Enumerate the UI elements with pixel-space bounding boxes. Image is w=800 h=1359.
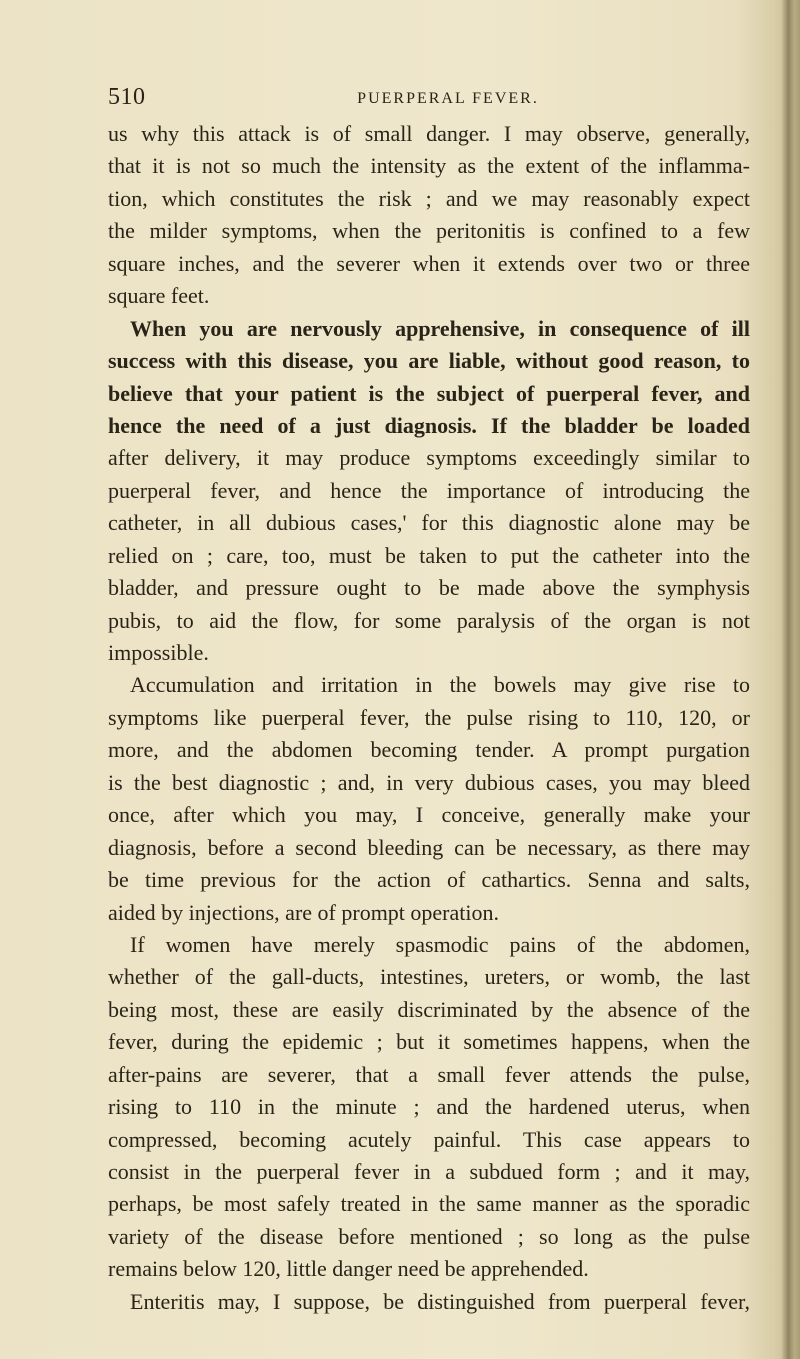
text-line: Enteritis may, I suppose, be distinguished from puerperal fever, bbox=[130, 1288, 750, 1314]
text-line: Accumulation and irritation in the bowels may give rise to bbox=[130, 672, 750, 698]
text-line: rising to 110 in the minute ; and the hardened uterus, when bbox=[108, 1094, 750, 1120]
text-line: If women have merely spasmodic pains of the abdomen, bbox=[130, 931, 750, 957]
body-text bbox=[108, 118, 750, 1318]
text-line: variety of the disease before mentioned ; so long as the pulse bbox=[108, 1223, 750, 1249]
text-line: after-pains are severer, that a small fever attends the pulse, bbox=[108, 1061, 750, 1087]
text-line: compressed, becoming acutely painful. This case appears to bbox=[108, 1126, 750, 1152]
text-line: is the best diagnostic ; and, in very dubious cases, you may bleed bbox=[108, 769, 750, 795]
text-line: relied on ; care, too, must be taken to put the catheter into the bbox=[108, 542, 750, 568]
running-head: PUERPERAL FEVER. bbox=[357, 90, 539, 107]
text-line: more, and the abdomen becoming tender. A prompt purgation bbox=[108, 737, 750, 763]
text-line: catheter, in all dubious cases,' for this diagnostic alone may be bbox=[108, 510, 750, 536]
text-line: consist in the puerperal fever in a subdued form ; and it may, bbox=[108, 1159, 750, 1184]
text-line: whether of the gall-ducts, intestines, ureters, or womb, the last bbox=[108, 964, 750, 990]
text-line: pubis, to aid the flow, for some paralysis of the organ is not bbox=[108, 607, 750, 633]
text-line: square inches, and the severer when it extends over two or three bbox=[108, 250, 750, 276]
text-line: bladder, and pressure ought to be made above the symphysis bbox=[108, 575, 750, 601]
text-line: after delivery, it may produce symptoms exceedingly similar to bbox=[108, 445, 750, 471]
text-line: hence the need of a just diagnosis. If the bladder be loaded bbox=[108, 412, 750, 438]
text-line: When you are nervously apprehensive, in consequence of ill bbox=[130, 315, 750, 341]
text-line: be time previous for the action of cathartics. Senna and salts, bbox=[108, 867, 750, 893]
text-line: success with this disease, you are liable, without good reason, to bbox=[108, 348, 750, 374]
page-number: 510 bbox=[108, 84, 146, 110]
text-line: believe that your patient is the subject of puerperal fever, and bbox=[108, 380, 750, 406]
text-line: diagnosis, before a second bleeding can be necessary, as there may bbox=[108, 834, 750, 860]
text-line: symptoms like puerperal fever, the pulse rising to 110, 120, or bbox=[108, 704, 750, 730]
text-line: impossible. bbox=[108, 640, 209, 665]
page-header bbox=[108, 84, 748, 114]
text-line: aided by injections, are of prompt operation. bbox=[108, 899, 499, 925]
text-line: tion, which constitutes the risk ; and we may reasonably expect bbox=[108, 185, 750, 211]
text-line: the milder symptoms, when the peritonitis is confined to a few bbox=[108, 218, 750, 244]
text-line: perhaps, be most safely treated in the same manner as the sporadic bbox=[108, 1191, 750, 1217]
text-line: puerperal fever, and hence the importance of introducing the bbox=[108, 477, 750, 503]
text-line: being most, these are easily discriminated by the absence of the bbox=[108, 996, 750, 1022]
page-edge-shadow bbox=[782, 0, 800, 1359]
text-line: that it is not so much the intensity as the extent of the inflamma- bbox=[108, 153, 750, 179]
text-line: once, after which you may, I conceive, generally make your bbox=[108, 802, 750, 828]
text-line: us why this attack is of small danger. I may observe, generally, bbox=[108, 121, 750, 146]
text-line: fever, during the epidemic ; but it sometimes happens, when the bbox=[108, 1029, 750, 1055]
text-line: remains below 120, little danger need be apprehended. bbox=[108, 1256, 589, 1282]
text-line: square feet. bbox=[108, 283, 210, 309]
